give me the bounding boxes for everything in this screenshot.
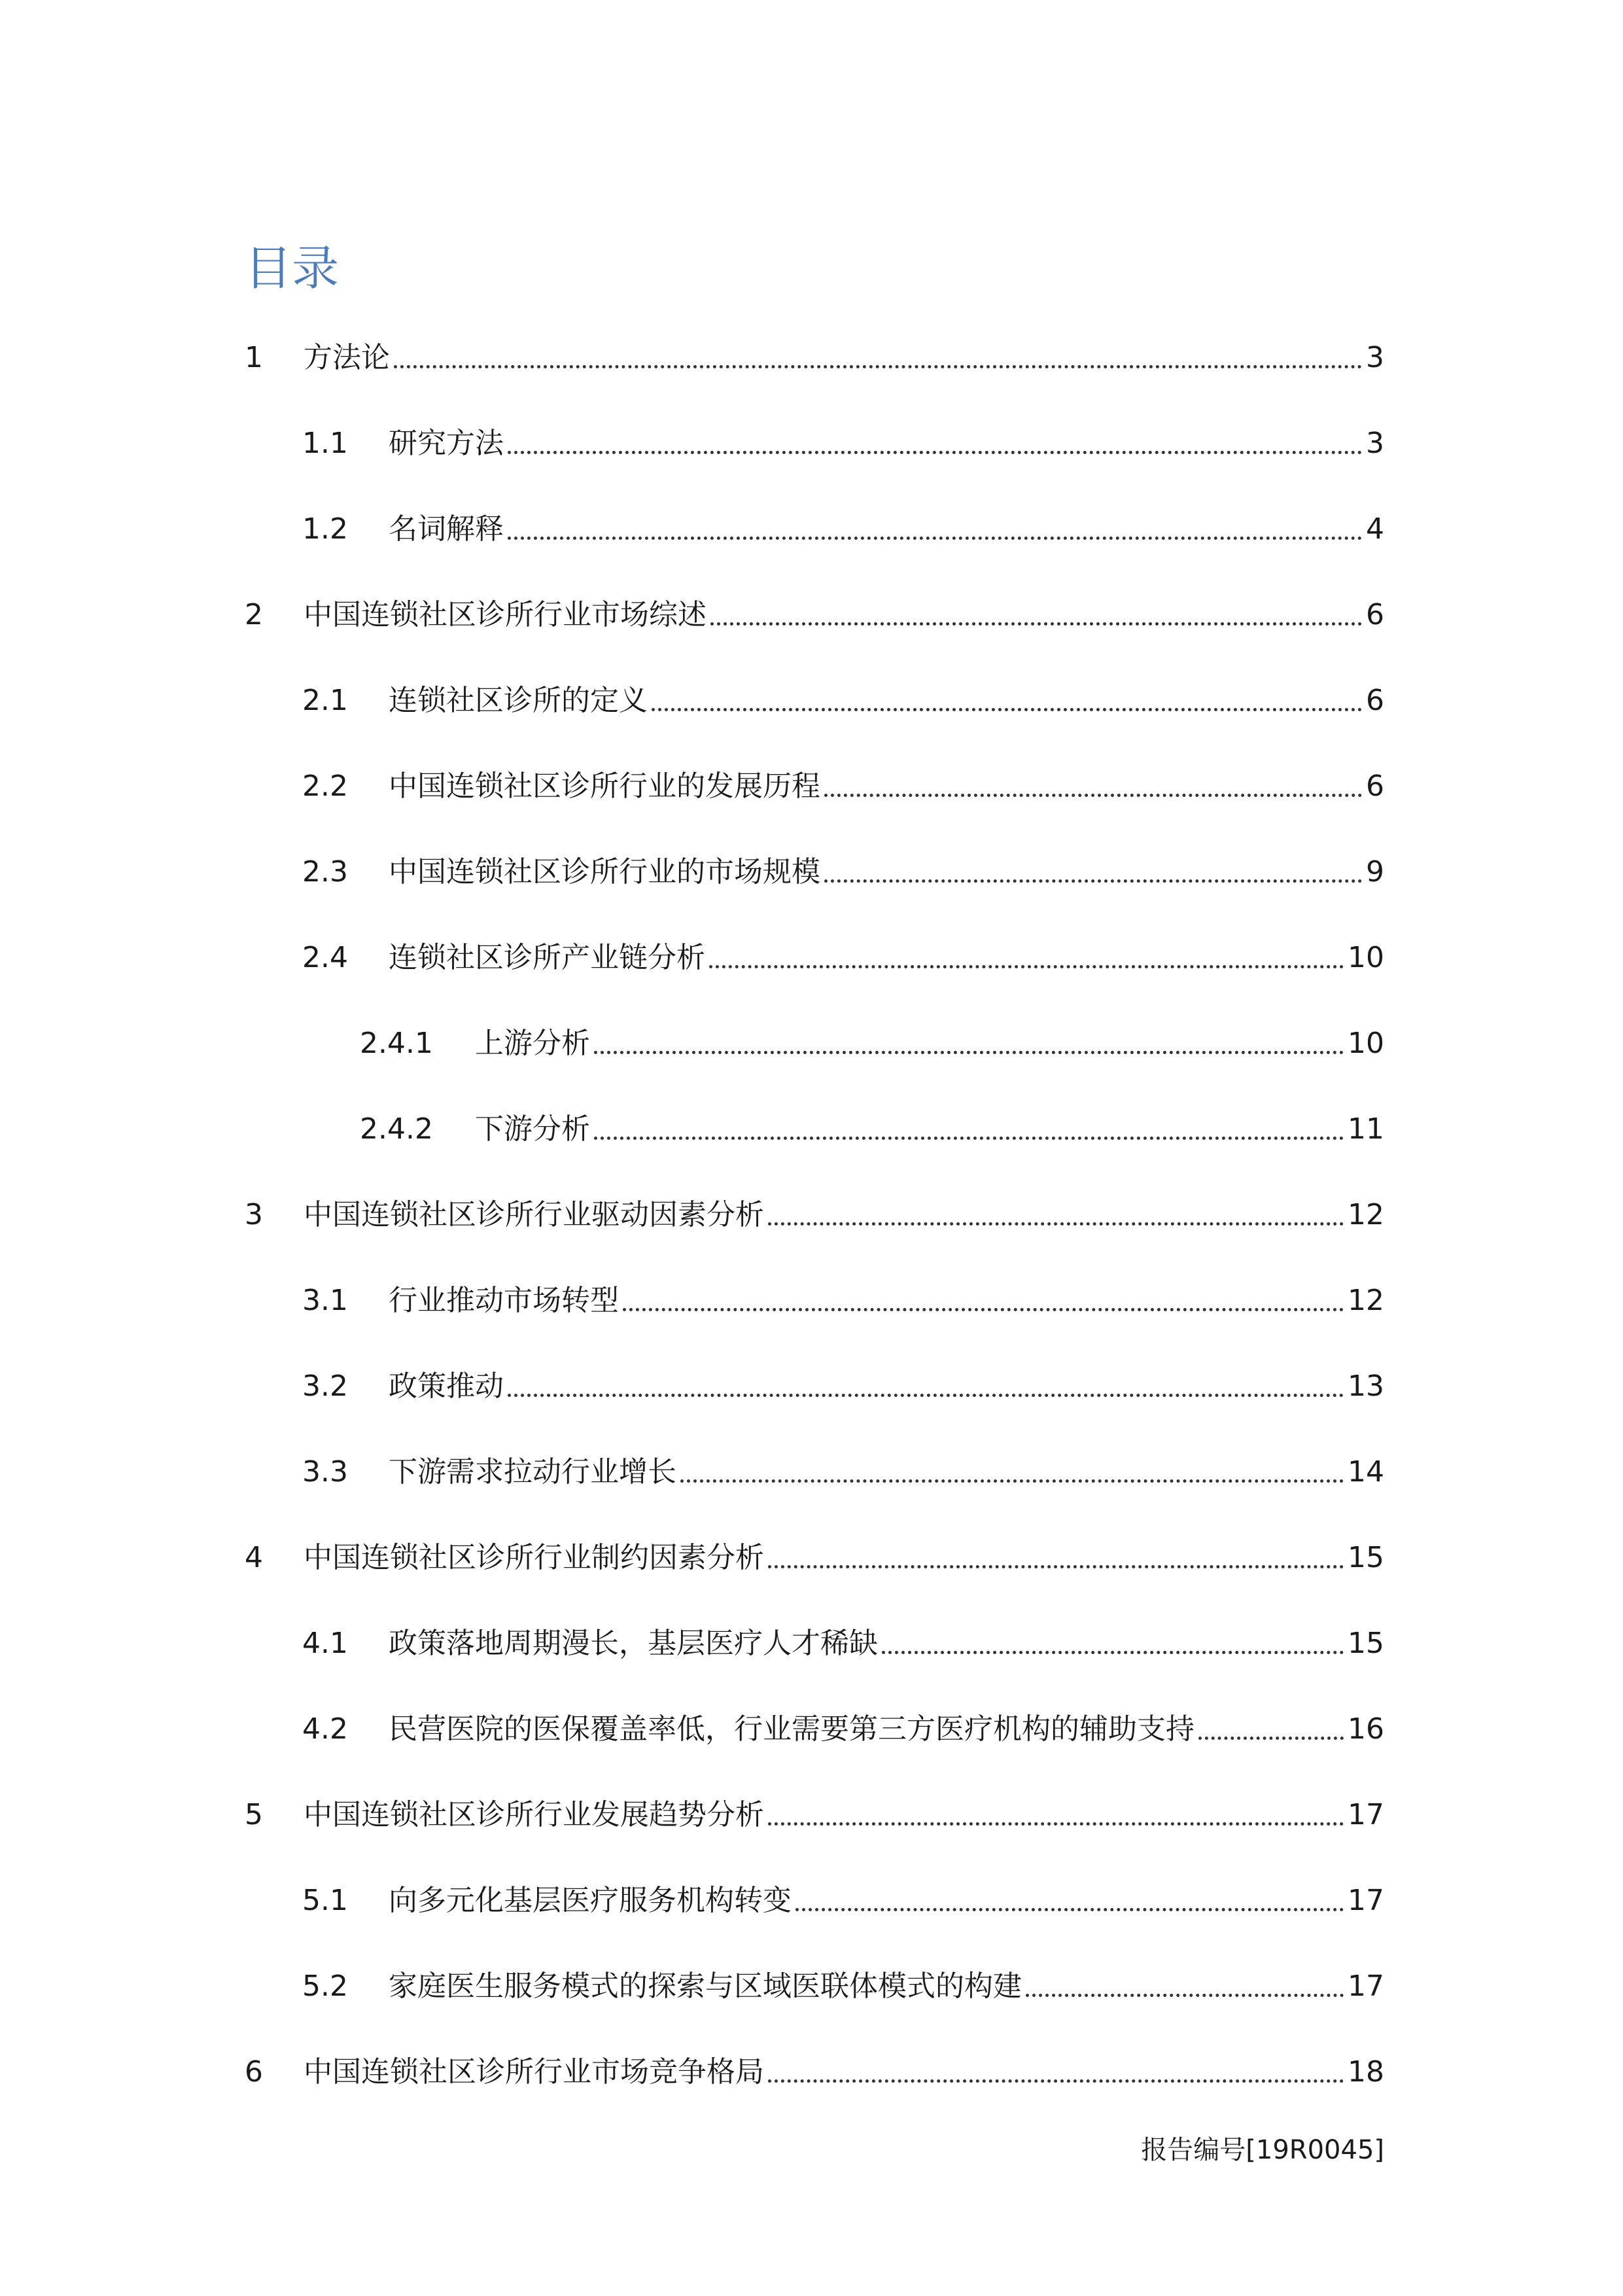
toc-entry-title: 中国连锁社区诊所行业市场综述	[304, 598, 707, 631]
toc-dot-leader	[680, 1479, 1344, 1483]
toc-entry-page: 12	[1348, 1198, 1384, 1231]
toc-entry-title: 下游需求拉动行业增长	[389, 1455, 676, 1489]
toc-entry-number: 1.1	[302, 427, 348, 460]
toc-entry-title: 连锁社区诊所的定义	[389, 684, 648, 717]
toc-dot-leader	[1026, 1994, 1344, 1997]
toc-entry[interactable]	[245, 338, 1384, 378]
report-number-footer: 报告编号[19R0045]	[1141, 2135, 1384, 2165]
toc-dot-leader	[1198, 1737, 1344, 1740]
toc-entry-number: 2.1	[302, 684, 348, 717]
toc-entry[interactable]	[302, 853, 1384, 892]
toc-entry-page: 17	[1348, 1884, 1384, 1917]
toc-dot-leader	[824, 794, 1362, 797]
toc-entry-title: 中国连锁社区诊所行业制约因素分析	[304, 1541, 764, 1574]
toc-entry-page: 11	[1348, 1112, 1384, 1146]
toc-entry-title: 向多元化基层医疗服务机构转变	[389, 1884, 792, 1917]
toc-entry-page: 13	[1348, 1369, 1384, 1403]
toc-dot-leader	[768, 1222, 1344, 1226]
toc-entry-title: 中国连锁社区诊所行业发展趋势分析	[304, 1798, 764, 1831]
toc-entry-page: 4	[1366, 512, 1384, 546]
toc-entry-page: 6	[1366, 769, 1384, 803]
toc-dot-leader	[710, 622, 1362, 626]
toc-entry-title: 中国连锁社区诊所行业市场竞争格局	[304, 2055, 764, 2089]
toc-entry[interactable]	[302, 1453, 1384, 1492]
toc-dot-leader	[824, 879, 1362, 883]
toc-entry-page: 17	[1348, 1969, 1384, 2003]
toc-entry[interactable]	[245, 1538, 1384, 1578]
toc-entry-title: 方法论	[304, 341, 390, 374]
toc-entry-title: 行业推动市场转型	[389, 1284, 619, 1317]
toc-entry[interactable]	[302, 1367, 1384, 1406]
toc-entry-page: 9	[1366, 855, 1384, 889]
toc-entry-page: 3	[1366, 341, 1384, 374]
toc-entry[interactable]	[302, 1710, 1384, 1749]
toc-entry[interactable]	[245, 1195, 1384, 1235]
toc-entry[interactable]	[302, 681, 1384, 720]
toc-entry-number: 2.2	[302, 769, 348, 803]
toc-entry-number: 3.2	[302, 1369, 348, 1403]
page-title: 目录	[245, 241, 340, 296]
toc-entry-page: 6	[1366, 684, 1384, 717]
toc-entry[interactable]	[245, 2053, 1384, 2092]
toc-entry[interactable]	[360, 1024, 1384, 1063]
toc-entry-number: 3.1	[302, 1284, 348, 1317]
toc-dot-leader	[709, 965, 1344, 968]
toc-entry-number: 1.2	[302, 512, 348, 546]
toc-entry-number: 3.3	[302, 1455, 348, 1489]
toc-entry-page: 6	[1366, 598, 1384, 631]
toc-entry-number: 4.1	[302, 1627, 348, 1660]
toc-entry-number: 2.3	[302, 855, 348, 889]
toc-entry-title: 政策推动	[389, 1369, 504, 1403]
toc-entry-page: 14	[1348, 1455, 1384, 1489]
toc-entry[interactable]	[245, 1795, 1384, 1835]
toc-entry-page: 17	[1348, 1798, 1384, 1831]
toc-entry-title: 研究方法	[389, 427, 504, 460]
toc-entry-title: 政策落地周期漫长，基层医疗人才稀缺	[389, 1627, 878, 1660]
toc-entry-title: 名词解释	[389, 512, 504, 546]
toc-entry-title: 连锁社区诊所产业链分析	[389, 941, 705, 974]
toc-entry-page: 15	[1348, 1627, 1384, 1660]
toc-entry[interactable]	[302, 938, 1384, 978]
toc-dot-leader	[508, 1394, 1344, 1397]
toc-dot-leader	[768, 1565, 1344, 1568]
toc-entry-title: 上游分析	[475, 1027, 590, 1060]
toc-dot-leader	[768, 1822, 1344, 1826]
toc-entry[interactable]	[302, 767, 1384, 806]
toc-entry[interactable]	[302, 424, 1384, 463]
toc-entry-number: 3	[245, 1198, 263, 1231]
toc-entry-title: 民营医院的医保覆盖率低，行业需要第三方医疗机构的辅助支持	[389, 1712, 1195, 1746]
toc-entry-page: 10	[1348, 941, 1384, 974]
toc-dot-leader	[508, 537, 1362, 540]
toc-entry-page: 10	[1348, 1027, 1384, 1060]
toc-dot-leader	[594, 1051, 1344, 1054]
toc-entry-number: 4.2	[302, 1712, 348, 1746]
toc-dot-leader	[508, 451, 1362, 454]
toc-entry-number: 2	[245, 598, 263, 631]
toc-entry-number: 1	[245, 341, 263, 374]
toc-entry-title: 中国连锁社区诊所行业的发展历程	[389, 769, 820, 803]
toc-entry-page: 12	[1348, 1284, 1384, 1317]
toc-entry-number: 2.4.2	[360, 1112, 433, 1146]
toc-entry-title: 中国连锁社区诊所行业的市场规模	[389, 855, 820, 889]
toc-entry[interactable]	[360, 1110, 1384, 1149]
toc-entry[interactable]	[245, 595, 1384, 635]
toc-entry-page: 16	[1348, 1712, 1384, 1746]
toc-entry-page: 15	[1348, 1541, 1384, 1574]
toc-dot-leader	[652, 708, 1362, 711]
toc-entry-page: 3	[1366, 427, 1384, 460]
toc-entry-number: 5.2	[302, 1969, 348, 2003]
toc-entry-number: 5.1	[302, 1884, 348, 1917]
toc-entry-title: 中国连锁社区诊所行业驱动因素分析	[304, 1198, 764, 1231]
toc-dot-leader	[623, 1308, 1344, 1311]
toc-dot-leader	[882, 1651, 1344, 1654]
toc-entry[interactable]	[302, 1624, 1384, 1663]
toc-entry-number: 6	[245, 2055, 263, 2089]
toc-dot-leader	[394, 365, 1362, 368]
toc-entry-number: 5	[245, 1798, 263, 1831]
toc-entry[interactable]	[302, 1881, 1384, 1920]
toc-dot-leader	[768, 2079, 1344, 2083]
toc-entry[interactable]	[302, 510, 1384, 549]
toc-entry-title: 下游分析	[475, 1112, 590, 1146]
toc-entry-page: 18	[1348, 2055, 1384, 2089]
toc-dot-leader	[594, 1137, 1344, 1140]
toc-entry[interactable]	[302, 1281, 1384, 1320]
toc-entry-title: 家庭医生服务模式的探索与区域医联体模式的构建	[389, 1969, 1022, 2003]
toc-entry[interactable]	[302, 1967, 1384, 2006]
toc-entry-number: 2.4	[302, 941, 348, 974]
toc-entry-number: 4	[245, 1541, 263, 1574]
toc-entry-number: 2.4.1	[360, 1027, 433, 1060]
toc-dot-leader	[795, 1908, 1344, 1911]
